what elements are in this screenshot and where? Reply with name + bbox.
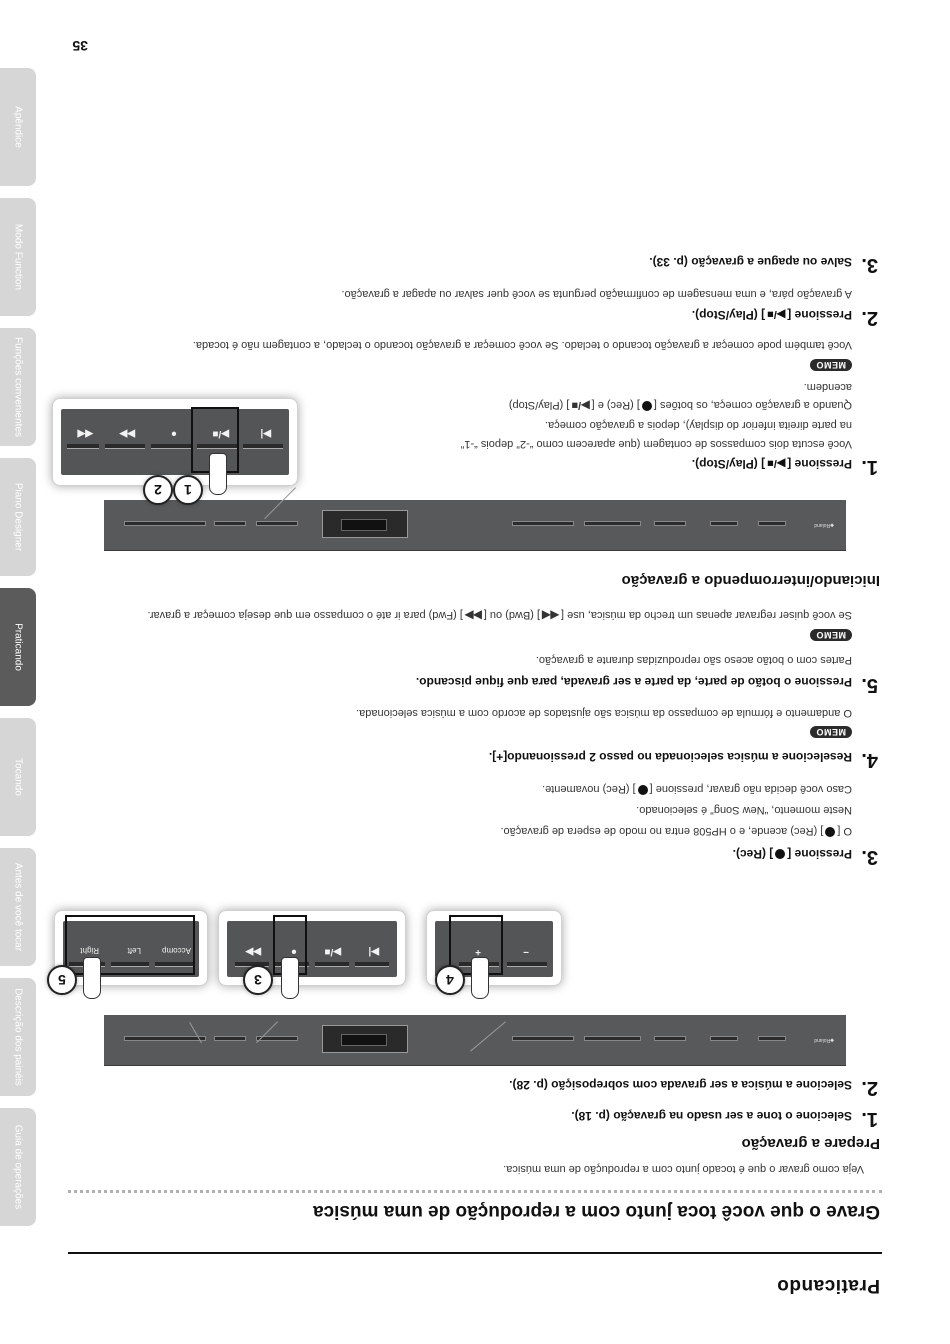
panel-button bbox=[512, 1036, 574, 1041]
panel-button bbox=[512, 521, 574, 526]
minus-icon: − bbox=[523, 946, 529, 957]
memo-badge: MEMO bbox=[810, 726, 852, 738]
recording-step-1-detail-2: na parte direita inferior do display), depois a gravação começa. bbox=[545, 419, 852, 431]
play-stop-icon: ▶/■ bbox=[767, 457, 786, 469]
prepare-step-3-detail-2: Neste momento, “New Song” é selecionado. bbox=[636, 804, 852, 816]
finger-pointer-icon bbox=[471, 957, 489, 999]
callout-badge-3: 3 bbox=[243, 965, 273, 995]
zoom-transport-buttons bbox=[52, 398, 298, 498]
prepare-step-4-memo: O andamento e fórmula de compasso da música são ajustados de acordo com a música selecionada. bbox=[356, 707, 852, 719]
side-tab-descricao-dos-paineis[interactable]: Descrição dos painéis bbox=[0, 978, 36, 1096]
prepare-step-3-num: 3. bbox=[861, 846, 878, 868]
recording-step-2-text: Pressione [▶/■] (Play/Stop). bbox=[691, 308, 852, 322]
intro-text: Veja como gravar o que é tocado junto com a reprodução de uma música. bbox=[503, 1163, 864, 1175]
plus-icon: + bbox=[475, 946, 481, 957]
panel-transport-buttons bbox=[124, 1036, 206, 1041]
recording-step-1-detail-1: Você escuta dois compassos de contagem (que aparecem como “-2” depois “-1” bbox=[460, 438, 852, 450]
recording-step-3-text: Salve ou apague a gravação (p. 33). bbox=[649, 255, 852, 269]
side-tab-modo-function[interactable]: Modo Function bbox=[0, 198, 36, 316]
zoom-plus-minus-buttons bbox=[426, 910, 562, 986]
play-stop-icon: ▶/■ bbox=[767, 308, 786, 320]
fast-forward-icon: ▶▶ bbox=[245, 946, 261, 957]
prepare-step-4-text: Reselecione a música selecionada no passo 2 pressionando[+]. bbox=[488, 750, 852, 764]
panel-button bbox=[214, 521, 246, 526]
recording-step-1-detail-3: Quando a gravação começa, os botões [] (Rec) e [▶/■] (Play/Stop) bbox=[508, 399, 852, 411]
side-tab-apendice[interactable]: Apêndice bbox=[0, 68, 36, 186]
callout-badge-5: 5 bbox=[47, 965, 77, 995]
finger-pointer-icon bbox=[83, 957, 101, 999]
memo-badge: MEMO bbox=[810, 359, 852, 371]
fast-forward-icon: ▶▶ bbox=[464, 609, 482, 621]
recording-title: Iniciando/interrompendo a gravação bbox=[621, 572, 880, 589]
panel-brand-logo: ◆Roland bbox=[814, 1037, 834, 1043]
panel-display bbox=[322, 510, 408, 538]
rec-icon bbox=[638, 785, 648, 795]
prepare-step-1-text: Selecione o tone a ser usado na gravação (p. 18). bbox=[571, 1109, 852, 1123]
prepare-step-5-detail: Partes com o botão aceso são reproduzidas durante a gravação. bbox=[535, 654, 852, 666]
panel-button bbox=[584, 521, 641, 526]
rewind-icon: ◀◀ bbox=[542, 609, 559, 621]
prepare-step-2-text: Selecione a música a ser gravada com sobreposição (p. 28). bbox=[509, 1078, 852, 1092]
finger-pointer-icon bbox=[209, 453, 227, 495]
side-tab-praticando[interactable]: Praticando bbox=[0, 588, 36, 706]
play-stop-icon: ▶/■ bbox=[212, 428, 229, 439]
rewind-icon: ◀◀ bbox=[77, 428, 93, 439]
panel-button bbox=[584, 1036, 641, 1041]
part-label-accomp: Accomp bbox=[162, 946, 191, 955]
prepare-step-3-detail-3: Caso você decida não gravar, pressione [] (Rec) novamente. bbox=[542, 783, 852, 795]
prepare-step-5-num: 5. bbox=[861, 674, 878, 696]
main-title: Grave o que você toca junto com a reprodução de uma música bbox=[313, 1201, 880, 1222]
panel-button bbox=[654, 521, 686, 526]
zoom-part-buttons bbox=[54, 910, 208, 986]
recording-step-1-num: 1. bbox=[861, 456, 878, 478]
panel-button bbox=[710, 1036, 738, 1041]
prepare-step-3-detail-1: O [] (Rec) acende, e o HP508 entra no modo de espera de gravação. bbox=[500, 825, 852, 837]
page-number: 35 bbox=[72, 38, 88, 54]
rec-icon bbox=[642, 401, 652, 411]
prepare-step-2-num: 2. bbox=[861, 1077, 878, 1099]
panel-display bbox=[322, 1025, 408, 1053]
side-tab-antes-de-voce-tocar[interactable]: Antes de você tocar bbox=[0, 848, 36, 966]
skip-to-start-icon: ▶| bbox=[368, 946, 379, 957]
dotted-divider bbox=[68, 1190, 882, 1193]
part-label-left: Left bbox=[127, 946, 141, 955]
play-stop-icon: ▶/■ bbox=[571, 399, 590, 411]
prepare-step-5-memo: Se você quiser regravar apenas um trecho da música, use [◀◀] (Bwd) ou [▶▶] (Fwd) para ir até o compasso em que deseja começar a gravar. bbox=[147, 609, 852, 621]
header-rule bbox=[68, 1252, 882, 1254]
part-label-right: Right bbox=[80, 946, 99, 955]
panel-button bbox=[256, 521, 298, 526]
panel-button bbox=[710, 521, 738, 526]
recording-step-1-text: Pressione [▶/■] (Play/Stop). bbox=[691, 457, 852, 471]
side-tab-guia-de-operacoes[interactable]: Guia de operações bbox=[0, 1108, 36, 1226]
callout-badge-4: 4 bbox=[435, 965, 465, 995]
panel-transport-buttons bbox=[124, 521, 206, 526]
memo-badge: MEMO bbox=[810, 629, 852, 641]
panel-brand-logo: ◆Roland bbox=[814, 522, 834, 528]
header-section-title: Praticando bbox=[776, 1275, 880, 1296]
control-panel-illustration bbox=[104, 500, 846, 551]
panel-button bbox=[758, 521, 786, 526]
side-tab-funcoes-convenientes[interactable]: Funções convenientes bbox=[0, 328, 36, 446]
play-stop-icon: ▶/■ bbox=[324, 946, 341, 957]
callout-badge-1: 1 bbox=[173, 475, 203, 505]
recording-step-1-detail-4: acendem. bbox=[803, 381, 852, 393]
prepare-step-3-text: Pressione [] (Rec). bbox=[732, 847, 852, 861]
recording-step-2-detail: A gravação pára, e uma mensagem de confirmação pergunta se você quer salvar ou apagar a gravação. bbox=[341, 288, 852, 300]
prepare-step-5-text: Pressione o botão de parte, da parte a ser gravada, para que fique piscando. bbox=[415, 675, 852, 689]
rec-icon: ● bbox=[290, 946, 297, 957]
recording-step-1-memo: Você também pode começar a gravação tocando o teclado. Se você começar a gravação tocando o teclado, a contagem não é tocada. bbox=[192, 339, 852, 351]
finger-pointer-icon bbox=[281, 957, 299, 999]
rec-icon bbox=[775, 849, 785, 859]
rec-icon: ● bbox=[170, 428, 177, 439]
recording-step-3-num: 3. bbox=[861, 254, 878, 276]
skip-to-start-icon: ▶| bbox=[260, 428, 271, 439]
callout-badge-2: 2 bbox=[143, 475, 173, 505]
panel-button bbox=[214, 1036, 246, 1041]
panel-button bbox=[654, 1036, 686, 1041]
prepare-step-4-num: 4. bbox=[861, 749, 878, 771]
zoom-rec-transport bbox=[218, 910, 406, 986]
recording-step-2-num: 2. bbox=[861, 307, 878, 329]
prepare-title: Prepare a gravação bbox=[741, 1135, 880, 1152]
panel-button bbox=[758, 1036, 786, 1041]
fast-forward-icon: ▶▶ bbox=[119, 428, 135, 439]
control-panel-illustration bbox=[104, 1015, 846, 1066]
side-tab-piano-designer[interactable]: Piano Designer bbox=[0, 458, 36, 576]
rec-icon bbox=[825, 827, 835, 837]
prepare-step-1-num: 1. bbox=[861, 1108, 878, 1130]
side-tab-tocando[interactable]: Tocando bbox=[0, 718, 36, 836]
